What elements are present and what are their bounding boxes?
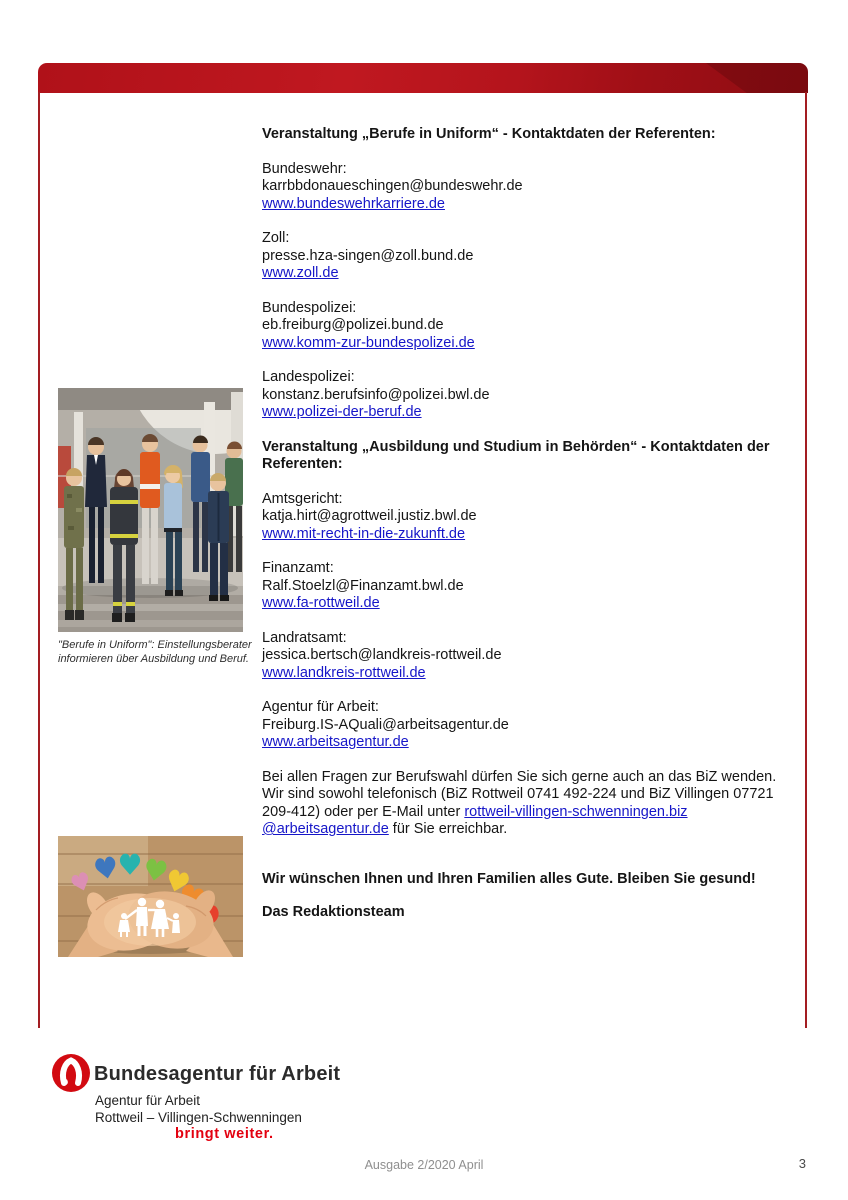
footer-slogan: bringt weiter. bbox=[175, 1126, 274, 1142]
contact-group bbox=[262, 369, 802, 422]
contact-email: presse.hza-singen@zoll.bund.de bbox=[262, 247, 474, 264]
contact-website-link[interactable]: www.fa-rottweil.de bbox=[262, 595, 380, 611]
main-text-column bbox=[262, 126, 802, 922]
contact-label: Agentur für Arbeit: bbox=[262, 699, 379, 715]
editorial-team-signoff: Das Redaktionsteam bbox=[262, 904, 405, 920]
contact-website-link[interactable]: www.arbeitsagentur.de bbox=[262, 734, 409, 750]
contact-label: Landespolizei: bbox=[262, 369, 355, 385]
contact-label: Landratsamt: bbox=[262, 629, 347, 646]
contact-group bbox=[262, 300, 802, 353]
page-number: 3 bbox=[798, 1156, 806, 1171]
contact-group bbox=[262, 560, 802, 613]
well-wishes-line: Wir wünschen Ihnen und Ihren Familien alles Gute. Bleiben Sie gesund! bbox=[262, 870, 756, 887]
contact-website-link[interactable]: www.polizei-der-beruf.de bbox=[262, 404, 422, 420]
contact-group bbox=[262, 699, 802, 752]
contact-website-link[interactable]: www.landkreis-rottweil.de bbox=[262, 664, 426, 681]
biz-info-paragraph bbox=[262, 769, 802, 839]
footer-agency-line2: Rottweil – Villingen-Schwenningen bbox=[95, 1110, 302, 1125]
contact-group bbox=[262, 630, 802, 683]
photo-berufe-in-uniform bbox=[58, 388, 243, 632]
contact-list-uniform bbox=[262, 161, 802, 422]
page-frame-right bbox=[805, 92, 807, 1028]
contact-website-link[interactable]: www.komm-zur-bundespolizei.de bbox=[262, 334, 475, 351]
biz-text-segment: 209-412) oder per E-Mail unter bbox=[262, 803, 465, 820]
contact-label: Amtsgericht: bbox=[262, 490, 343, 507]
page-frame-left bbox=[38, 92, 40, 1028]
biz-email-link[interactable]: @arbeitsagentur.de bbox=[262, 821, 389, 837]
family-hearts-illustration bbox=[58, 836, 243, 957]
biz-text-segment: Bei allen Fragen zur Berufswahl dürfen Sie sich gerne auch an das BiZ wenden. bbox=[262, 768, 777, 785]
footer-brand-title: Bundesagentur für Arbeit bbox=[94, 1063, 341, 1085]
contact-email: katja.hirt@agrottweil.justiz.bwl.de bbox=[262, 508, 477, 524]
contact-email: karrbbdonaueschingen@bundeswehr.de bbox=[262, 178, 523, 194]
contact-email: jessica.bertsch@landkreis-rottweil.de bbox=[262, 647, 502, 663]
bundesagentur-logo-icon bbox=[51, 1053, 91, 1093]
contact-email: konstanz.berufsinfo@polizei.bwl.de bbox=[262, 386, 490, 403]
contact-label: Bundeswehr: bbox=[262, 160, 347, 177]
biz-text-segment: für Sie erreichbar. bbox=[388, 821, 508, 837]
issue-label: Ausgabe 2/2020 April bbox=[364, 1158, 484, 1172]
contact-group bbox=[262, 491, 802, 544]
photo-family-hearts bbox=[58, 836, 243, 957]
contact-website-link[interactable]: www.zoll.de bbox=[262, 265, 339, 281]
contact-website-link[interactable]: www.mit-recht-in-die-zukunft.de bbox=[262, 525, 466, 542]
contact-group bbox=[262, 161, 802, 214]
contact-group bbox=[262, 230, 802, 283]
contact-email: eb.freiburg@polizei.bund.de bbox=[262, 317, 444, 333]
contact-label: Finanzamt: bbox=[262, 560, 334, 576]
contact-email: Freiburg.IS-AQuali@arbeitsagentur.de bbox=[262, 716, 509, 733]
biz-email-link[interactable]: rottweil-villingen-schwenningen.biz bbox=[464, 803, 688, 820]
contact-website-link[interactable]: www.bundeswehrkarriere.de bbox=[262, 195, 445, 212]
footer-agency-line1: Agentur für Arbeit bbox=[95, 1093, 201, 1108]
biz-text-segment: Wir sind sowohl telefonisch (BiZ Rottweil 0741 492-224 und BiZ Villingen 07721 bbox=[262, 786, 774, 802]
contact-label: Bundespolizei: bbox=[262, 299, 357, 316]
contact-email: Ralf.Stoelzl@Finanzamt.bwl.de bbox=[262, 577, 464, 594]
header-red-bar bbox=[38, 63, 808, 93]
contact-label: Zoll: bbox=[262, 230, 290, 246]
footer-agency-address bbox=[95, 1092, 302, 1126]
section-heading-behoerden: Veranstaltung „Ausbildung und Studium in Behörden“ - Kontaktdaten der Referenten: bbox=[262, 438, 770, 472]
section-heading-uniform: Veranstaltung „Berufe in Uniform“ - Kontaktdaten der Referenten: bbox=[262, 126, 716, 142]
contact-list-behoerden bbox=[262, 491, 802, 752]
group-photo-illustration bbox=[58, 388, 243, 632]
photo-caption: "Berufe in Uniform": Einstellungsberater informieren über Ausbildung und Beruf. bbox=[58, 639, 252, 665]
